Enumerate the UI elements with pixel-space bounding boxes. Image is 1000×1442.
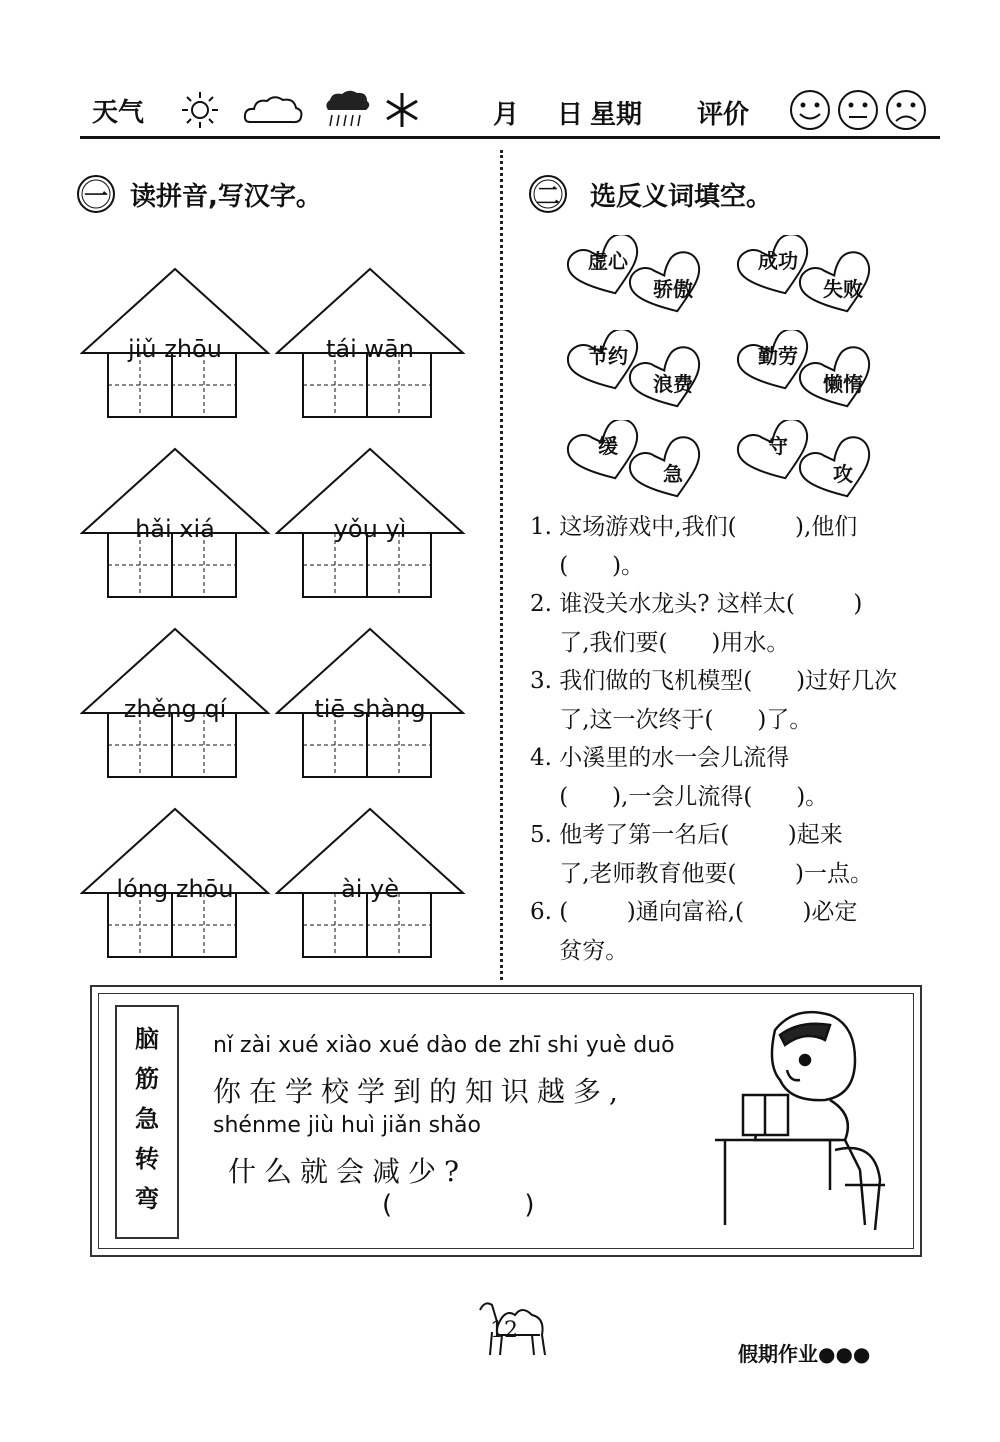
- sentence-line: 贫穷。: [530, 937, 629, 964]
- header-rule: [80, 136, 940, 139]
- house-pinyin: tái wān: [326, 335, 414, 363]
- sentence-line: 了,老师教育他要( )一点。: [530, 860, 873, 887]
- rain-icon: [322, 88, 372, 132]
- book-title: 假期作业●●●: [738, 1342, 871, 1366]
- riddle-line-1: 你在学校学到的知识越多,: [213, 1075, 626, 1108]
- riddle-tag-char: 弯: [135, 1185, 159, 1213]
- sentence-line: 了,这一次终于( )了。: [530, 706, 813, 733]
- antonym-word-b: 懒惰: [823, 372, 863, 396]
- antonym-word-a: 成功: [758, 249, 798, 273]
- pinyin-house: [80, 445, 280, 625]
- antonym-word-b: 浪费: [653, 372, 693, 396]
- antonym-word-b: 骄傲: [653, 277, 693, 301]
- month-label: 月: [493, 100, 520, 130]
- sentence-line: 4. 小溪里的水一会儿流得: [530, 745, 790, 771]
- sentence-line: 1. 这场游戏中,我们( ),他们: [530, 514, 858, 540]
- antonym-word-a: 勤劳: [758, 344, 798, 368]
- sentence-line: ( )。: [530, 552, 645, 579]
- happy-face-icon: [788, 88, 832, 132]
- boy-reading-illustration: [705, 1000, 905, 1240]
- antonym-word-b: 急: [663, 462, 683, 486]
- pinyin-house: [80, 805, 280, 985]
- weather-label: 天气: [92, 98, 145, 128]
- riddle-answer-blank: ( ): [382, 1190, 535, 1220]
- riddle-tag-char: 急: [135, 1105, 159, 1133]
- riddle-pinyin-1: nǐ zài xué xiào xué dào de zhī shi yuè duō: [213, 1033, 675, 1058]
- sad-face-icon: [884, 88, 928, 132]
- pinyin-house: [275, 625, 475, 805]
- sentence-line: 6. ( )通向富裕,( )必定: [530, 899, 858, 925]
- riddle-line-2: 什么就会减少?: [228, 1155, 468, 1188]
- section2-title: 选反义词填空。: [590, 182, 773, 212]
- riddle-pinyin-2: shénme jiù huì jiǎn shǎo: [213, 1113, 481, 1138]
- cloud-icon: [242, 94, 304, 128]
- sentence-line: 2. 谁没关水龙头? 这样太( ): [530, 591, 863, 617]
- house-pinyin: hǎi xiá: [135, 515, 215, 543]
- sentence-line: 3. 我们做的飞机模型( )过好几次: [530, 668, 898, 694]
- riddle-tag: [115, 1005, 179, 1239]
- page-number: 12: [490, 1318, 518, 1343]
- pinyin-house: [80, 625, 280, 805]
- rating-label: 评价: [697, 100, 750, 130]
- house-pinyin: tiē shàng: [314, 695, 426, 723]
- section1-title: 读拼音,写汉字。: [130, 182, 322, 212]
- day-label: 日: [557, 100, 584, 130]
- sentence-line: 5. 他考了第一名后( )起来: [530, 822, 843, 848]
- antonym-word-a: 守: [768, 434, 788, 458]
- riddle-tag-char: 筋: [135, 1065, 159, 1093]
- sun-icon: [175, 88, 225, 132]
- pinyin-house: [275, 265, 475, 445]
- neutral-face-icon: [836, 88, 880, 132]
- pinyin-house: [275, 805, 475, 985]
- sentence-line: 了,我们要( )用水。: [530, 629, 790, 656]
- section2-number: 二: [536, 182, 560, 210]
- antonym-word-b: 失败: [823, 277, 863, 301]
- house-pinyin: zhěng qí: [123, 695, 227, 723]
- house-pinyin: yǒu yì: [333, 515, 407, 543]
- house-pinyin: jiǔ zhōu: [128, 335, 222, 363]
- antonym-word-b: 攻: [833, 462, 853, 486]
- pinyin-house: [80, 265, 280, 445]
- week-label: 星期: [590, 100, 643, 130]
- snow-icon: [382, 90, 422, 130]
- antonym-word-a: 节约: [588, 344, 628, 368]
- riddle-tag-char: 转: [135, 1145, 159, 1173]
- house-pinyin: lóng zhōu: [116, 875, 234, 903]
- sentence-line: ( ),一会儿流得( )。: [530, 783, 829, 810]
- pinyin-house: [275, 445, 475, 625]
- section1-number: 一: [84, 182, 108, 210]
- riddle-tag-char: 脑: [135, 1025, 159, 1053]
- house-pinyin: ài yè: [341, 875, 399, 903]
- antonym-word-a: 虚心: [588, 249, 628, 273]
- column-divider: [500, 150, 503, 980]
- antonym-word-a: 缓: [598, 434, 618, 458]
